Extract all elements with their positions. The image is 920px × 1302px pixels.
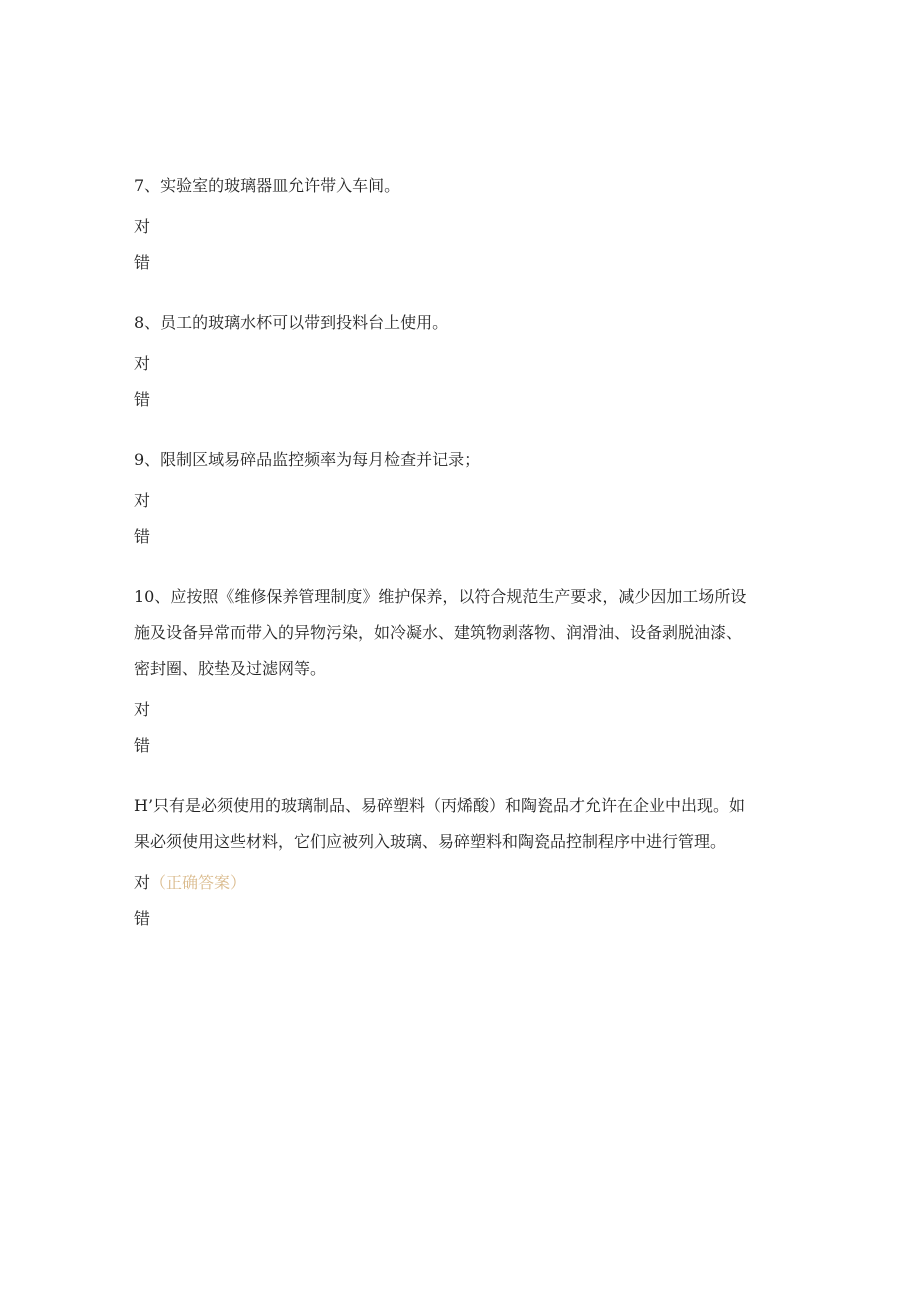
question-8-option-true[interactable]: 对 xyxy=(134,354,151,373)
question-10-text-line-2: 施及设备异常而带入的异物污染，如冷凝水、建筑物剥落物、润滑油、设备剥脱油漆、 xyxy=(134,623,743,642)
question-11-text-line-1: H’只有是必须使用的玻璃制品、易碎塑料（丙烯酸）和陶瓷品才允许在企业中出现。如 xyxy=(134,796,746,815)
question-8-option-false[interactable]: 错 xyxy=(134,390,151,409)
question-11-option-false[interactable]: 错 xyxy=(134,909,151,928)
question-11-option-true[interactable] xyxy=(134,873,246,893)
question-11-option-true-label: 对 xyxy=(134,873,151,892)
question-11-text-line-2: 果必须使用这些材料，它们应被列入玻璃、易碎塑料和陶瓷品控制程序中进行管理。 xyxy=(134,832,727,851)
correct-answer-hint: （正确答案） xyxy=(150,873,247,892)
question-8-text: 8、员工的玻璃水杯可以带到投料台上使用。 xyxy=(134,313,449,332)
question-10-option-true[interactable]: 对 xyxy=(134,700,151,719)
question-9-option-true[interactable]: 对 xyxy=(134,491,151,510)
question-7-text: 7、实验室的玻璃器皿允许带入车间。 xyxy=(134,176,401,195)
question-7-option-false[interactable]: 错 xyxy=(134,253,151,272)
question-10-text-line-3: 密封圈、胶垫及过滤网等。 xyxy=(134,659,327,678)
question-10-text-line-1: 10、应按照《维修保养管理制度》维护保养，以符合规范生产要求，减少因加工场所设 xyxy=(134,587,747,606)
question-9-option-false[interactable]: 错 xyxy=(134,527,151,546)
question-9-text: 9、限制区域易碎品监控频率为每月检查并记录； xyxy=(134,450,481,469)
question-10-option-false[interactable]: 错 xyxy=(134,736,151,755)
question-7-option-true[interactable]: 对 xyxy=(134,217,151,236)
